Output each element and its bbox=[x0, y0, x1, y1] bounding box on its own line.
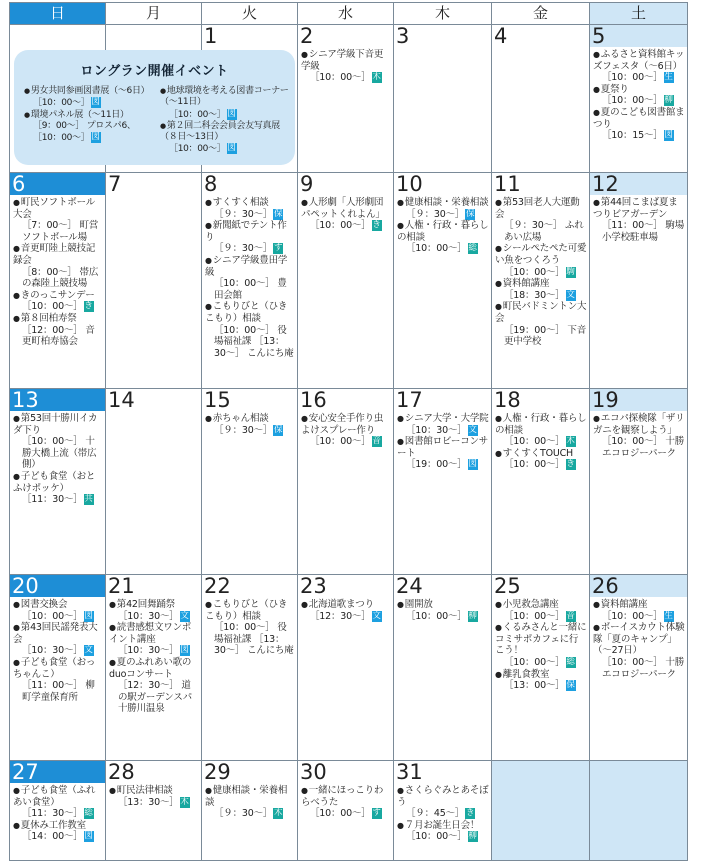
weekday-sun: 日 bbox=[10, 3, 106, 25]
day-cell bbox=[492, 389, 590, 575]
event-title: ● エコパ探検隊「ザリガニを観察しよう」 bbox=[593, 413, 685, 436]
event-time: ［10：00～］ 十勝エコロジーパーク bbox=[602, 656, 684, 680]
day-number: 1 bbox=[204, 24, 218, 48]
event-title: ● きのっこサンデー bbox=[13, 290, 103, 302]
weekday-tue: 火 bbox=[202, 3, 298, 25]
event-title: ● 健康相談・栄養相談 bbox=[205, 785, 295, 808]
event-time: ［10：00～］ 柳 bbox=[602, 95, 673, 107]
long-run-time: ［10：00～］ 図 bbox=[33, 97, 100, 109]
day-number: 12 bbox=[590, 173, 687, 195]
venue-tag: 柳 bbox=[664, 95, 673, 106]
event-time: ［13：30～］ 木 bbox=[118, 796, 189, 808]
day-cell bbox=[590, 575, 688, 761]
event-time: ［11：30～］ 共 bbox=[22, 494, 93, 506]
day-cell bbox=[394, 389, 492, 575]
day-number: 4 bbox=[494, 24, 508, 48]
day-cell bbox=[10, 389, 106, 575]
event-title: ● シニア大学・大学院 bbox=[397, 413, 489, 425]
event-time: ［10：30～］ 文 bbox=[22, 645, 93, 657]
day-number: 21 bbox=[108, 574, 135, 598]
event-time: ［14：00～］ 図 bbox=[22, 831, 93, 843]
event-time: ［10：00～］ き bbox=[310, 220, 381, 232]
day-cell bbox=[106, 173, 202, 389]
day-cell bbox=[492, 173, 590, 389]
event-time: ［10：00～］ 駒 bbox=[504, 266, 575, 278]
event-title: ● 第42回舞踊祭 bbox=[109, 599, 199, 611]
venue-tag: 総 bbox=[84, 808, 93, 819]
venue-tag: 文 bbox=[468, 424, 477, 435]
day-number: 6 bbox=[10, 173, 105, 195]
venue-tag: 保 bbox=[274, 208, 283, 219]
day-number: 26 bbox=[590, 575, 687, 597]
day-number: 14 bbox=[108, 388, 135, 412]
event-time: ［10：00～］ 木 bbox=[504, 436, 575, 448]
venue-tag: 図 bbox=[227, 143, 236, 154]
day-number: 7 bbox=[108, 172, 122, 196]
day-cell bbox=[298, 389, 394, 575]
event-time: ［10：00～］ き bbox=[22, 301, 93, 313]
event-time: ［12：30～］ 道の駅ガーデンスパ十勝川温泉 bbox=[118, 680, 192, 715]
event-time: ［10：00～］ 柳 bbox=[406, 610, 477, 622]
event-title: ● シニア学級豊田学級 bbox=[205, 255, 295, 278]
event-time: ［10：00～］ 柳 bbox=[406, 831, 477, 843]
event-list bbox=[106, 25, 201, 27]
event-title: ● 安心安全手作り虫よけスプレー作り bbox=[301, 413, 391, 436]
event-list bbox=[106, 597, 201, 715]
event-title: ● 第53回十勝川イカダ下り bbox=[13, 413, 103, 436]
day-number: 15 bbox=[204, 388, 231, 412]
event-list bbox=[394, 597, 491, 622]
event-list bbox=[298, 783, 393, 820]
event-list bbox=[106, 783, 201, 808]
event-list bbox=[590, 761, 687, 763]
event-title: ● 夏のふれあい歌のduoコンサート bbox=[109, 657, 199, 680]
day-cell bbox=[106, 761, 202, 861]
event-time: ［18：30～］ 文 bbox=[504, 289, 575, 301]
event-list bbox=[590, 195, 687, 243]
event-title: ● 新聞紙でテント作り bbox=[205, 220, 295, 243]
event-title: ● すくすくTOUCH bbox=[495, 448, 587, 460]
venue-tag: 総 bbox=[468, 243, 477, 254]
event-list bbox=[590, 597, 687, 680]
event-title: ● 健康相談・栄養相談 bbox=[397, 197, 489, 209]
venue-tag: 図 bbox=[468, 459, 477, 470]
event-title: ● ７月お誕生日会！ bbox=[397, 820, 489, 832]
day-number: 17 bbox=[396, 388, 423, 412]
event-title: ● 離乳食教室 bbox=[495, 669, 587, 681]
event-title: ● 第53回老人大運動会 bbox=[495, 197, 587, 220]
event-title: ● 夏休み工作教室 bbox=[13, 820, 103, 832]
day-cell bbox=[590, 761, 688, 861]
event-time: ［10：00～］ 音 bbox=[504, 610, 575, 622]
event-list bbox=[10, 597, 105, 703]
event-title: ● 一緒にほっこりわらべうた bbox=[301, 785, 391, 808]
event-time: ［９：30～］ 保 bbox=[406, 208, 475, 220]
event-list bbox=[10, 783, 105, 843]
event-time: ［11：30～］ 総 bbox=[22, 808, 93, 820]
venue-tag: す bbox=[372, 808, 381, 819]
event-time: ［10：30～］ 文 bbox=[406, 424, 477, 436]
long-run-time: ［10：00～］ 図 bbox=[169, 143, 236, 155]
day-cell bbox=[106, 575, 202, 761]
day-number: 11 bbox=[494, 172, 521, 196]
week-row-3 bbox=[10, 389, 688, 575]
event-time: ［10：00～］ 豊田会館 bbox=[214, 278, 287, 301]
venue-tag: 図 bbox=[227, 108, 236, 119]
week-row-5 bbox=[10, 761, 688, 861]
venue-tag: す bbox=[274, 243, 283, 254]
venue-tag: 柳 bbox=[468, 610, 477, 621]
event-time: ［10：00～］ 役場福祉課 ［13：30～］ こんにち庵 bbox=[214, 622, 294, 657]
day-cell bbox=[492, 25, 590, 173]
day-number: 5 bbox=[590, 25, 687, 47]
event-list bbox=[298, 47, 393, 84]
day-number: 10 bbox=[396, 172, 423, 196]
day-number: 28 bbox=[108, 760, 135, 784]
event-title: ● 子ども食堂（ふれあい食堂） bbox=[13, 785, 103, 808]
event-time: ［11：00～］ 柳町学童保育所 bbox=[22, 680, 95, 703]
day-cell bbox=[202, 173, 298, 389]
event-title: ● 小児救急講座 bbox=[495, 599, 587, 611]
event-time: ［12：30～］ 文 bbox=[310, 610, 381, 622]
venue-tag: 文 bbox=[180, 610, 189, 621]
day-number: 29 bbox=[204, 760, 231, 784]
venue-tag: 木 bbox=[274, 808, 283, 819]
day-cell bbox=[298, 761, 394, 861]
venue-tag: 音 bbox=[372, 436, 381, 447]
event-list bbox=[492, 411, 589, 471]
event-title: ● 図書館ロビーコンサート bbox=[397, 436, 489, 459]
venue-tag: き bbox=[566, 459, 575, 470]
event-time: ［7：00～］ 町営ソフトボール場 bbox=[22, 220, 99, 243]
event-time: ［９：30～］ す bbox=[214, 243, 283, 255]
day-cell bbox=[202, 575, 298, 761]
event-list bbox=[394, 195, 491, 255]
event-time: ［10：00～］ き bbox=[504, 459, 575, 471]
day-number: 24 bbox=[396, 574, 423, 598]
venue-tag: 図 bbox=[84, 831, 93, 842]
event-title: ● 町民ソフトボール大会 bbox=[13, 197, 103, 220]
event-time: ［10：00～］ す bbox=[310, 808, 381, 820]
long-run-title: ● 第２回二科会会員会友写真展（８日～13日） bbox=[160, 121, 292, 144]
event-time: ［９：30～］ ふれあい広場 bbox=[504, 220, 584, 243]
event-title: ● 夏のこども図書館まつり bbox=[593, 107, 685, 130]
event-time: ［10：00～］ 生 bbox=[602, 610, 673, 622]
weekday-fri: 金 bbox=[492, 3, 590, 25]
event-list bbox=[492, 597, 589, 692]
event-list bbox=[202, 195, 297, 359]
event-time: ［10：00～］ 音 bbox=[310, 436, 381, 448]
day-number: 18 bbox=[494, 388, 521, 412]
event-list bbox=[492, 761, 589, 763]
event-list bbox=[298, 195, 393, 232]
day-cell bbox=[298, 173, 394, 389]
venue-tag: 文 bbox=[372, 610, 381, 621]
venue-tag: 駒 bbox=[566, 266, 575, 277]
event-time: ［10：30～］ 文 bbox=[118, 610, 189, 622]
venue-tag: 図 bbox=[91, 97, 100, 108]
event-time: ［10：00～］ 十勝大橋上流（帯広側） bbox=[22, 436, 97, 471]
event-title: ● くるみさんと一緒にコミサポカフェに行こう！ bbox=[495, 622, 587, 657]
day-cell bbox=[394, 761, 492, 861]
day-number: 8 bbox=[204, 172, 218, 196]
venue-tag: 木 bbox=[566, 436, 575, 447]
venue-tag: 保 bbox=[274, 424, 283, 435]
event-list bbox=[10, 411, 105, 506]
day-number: 27 bbox=[10, 761, 105, 783]
event-time: ［13：00～］ 保 bbox=[504, 680, 575, 692]
event-title: ● 夏祭り bbox=[593, 84, 685, 96]
event-time: ［10：00～］ 総 bbox=[504, 656, 575, 668]
venue-tag: き bbox=[372, 220, 381, 231]
event-title: ● 園開放 bbox=[397, 599, 489, 611]
day-number: 9 bbox=[300, 172, 314, 196]
event-list bbox=[10, 25, 105, 27]
event-time: ［10：15～］ 図 bbox=[602, 130, 673, 142]
day-cell bbox=[394, 575, 492, 761]
day-number: 22 bbox=[204, 574, 231, 598]
venue-tag: 音 bbox=[566, 610, 575, 621]
long-run-column-2 bbox=[160, 86, 292, 156]
event-title: ● 赤ちゃん相談 bbox=[205, 413, 295, 425]
event-title: ● 町民バドミントン大会 bbox=[495, 301, 587, 324]
event-title: ● 資料館講座 bbox=[593, 599, 685, 611]
venue-tag: 図 bbox=[91, 132, 100, 143]
event-title: ● 子ども食堂（おとふけポッケ） bbox=[13, 471, 103, 494]
event-time: ［10：00～］ 木 bbox=[310, 72, 381, 84]
weekday-mon: 月 bbox=[106, 3, 202, 25]
event-list bbox=[394, 411, 491, 471]
venue-tag: 共 bbox=[84, 494, 93, 505]
long-run-heading: ロングラン開催イベント bbox=[80, 64, 229, 79]
event-title: ● 図書交換会 bbox=[13, 599, 103, 611]
event-title: ● シニア学級下音更学級 bbox=[301, 49, 391, 72]
weekday-header-row bbox=[10, 3, 688, 25]
event-list bbox=[298, 597, 393, 622]
long-run-events-box bbox=[14, 50, 295, 165]
event-title: ● 音更町陸上競技記録会 bbox=[13, 243, 103, 266]
event-list bbox=[202, 597, 297, 657]
event-title: ● シールぺたぺた可愛い魚をつくろう bbox=[495, 243, 587, 266]
event-list bbox=[492, 195, 589, 348]
event-title: ● すくすく相談 bbox=[205, 197, 295, 209]
day-cell bbox=[298, 25, 394, 173]
event-time: ［12：00～］ 音更町柏寿協会 bbox=[22, 324, 95, 348]
event-time: ［10：00～］ 生 bbox=[602, 72, 673, 84]
day-number: 30 bbox=[300, 760, 327, 784]
event-title: ● 資料館講座 bbox=[495, 278, 587, 290]
day-cell bbox=[590, 173, 688, 389]
day-cell bbox=[10, 761, 106, 861]
week-row-2 bbox=[10, 173, 688, 389]
venue-tag: 総 bbox=[566, 656, 575, 667]
day-number: 13 bbox=[10, 389, 105, 411]
week-row-4 bbox=[10, 575, 688, 761]
day-number: 23 bbox=[300, 574, 327, 598]
event-time: ［９：30～］ 木 bbox=[214, 808, 283, 820]
weekday-wed: 水 bbox=[298, 3, 394, 25]
day-cell bbox=[10, 173, 106, 389]
venue-tag: 生 bbox=[664, 72, 673, 83]
day-cell bbox=[202, 389, 298, 575]
event-time: ［11：00～］ 駒場小学校駐車場 bbox=[602, 220, 684, 243]
venue-tag: 保 bbox=[466, 208, 475, 219]
event-time: ［９：30～］ 保 bbox=[214, 424, 283, 436]
long-run-time: ［9：00～］ プロスパ6、［10：00～］ 図 bbox=[33, 120, 136, 144]
venue-tag: 図 bbox=[180, 645, 189, 656]
event-time: ［19：00～］ 図 bbox=[406, 459, 477, 471]
event-title: ● 町民法律相談 bbox=[109, 785, 199, 797]
day-cell bbox=[492, 575, 590, 761]
event-list bbox=[590, 47, 687, 142]
day-number: 31 bbox=[396, 760, 423, 784]
event-time: ［９：45～］ き bbox=[406, 808, 475, 820]
venue-tag: 文 bbox=[84, 645, 93, 656]
day-number: 25 bbox=[494, 574, 521, 598]
event-title: ● 人権・行政・暮らしの相談 bbox=[495, 413, 587, 436]
venue-tag: 文 bbox=[566, 289, 575, 300]
event-title: ● こもりびと（ひきこもり）相談 bbox=[205, 301, 295, 324]
venue-tag: 木 bbox=[372, 72, 381, 83]
event-title: ● 北海道歌まつり bbox=[301, 599, 391, 611]
day-cell bbox=[10, 575, 106, 761]
long-run-title: ● 地球環境を考える図書コーナー（～11日） bbox=[160, 86, 292, 109]
venue-tag: き bbox=[84, 301, 93, 312]
venue-tag: 保 bbox=[566, 680, 575, 691]
long-run-title: ● 環境パネル展（～11日） bbox=[24, 110, 156, 121]
event-time: ［10：00～］ 総 bbox=[406, 243, 477, 255]
venue-tag: き bbox=[466, 808, 475, 819]
event-title: ● さくらぐみとあそぼう bbox=[397, 785, 489, 808]
day-number: 2 bbox=[300, 24, 314, 48]
day-cell bbox=[590, 25, 688, 173]
event-time: ［19：00～］ 下音更中学校 bbox=[504, 324, 586, 348]
long-run-title: ● 男女共同参画図書展（～6日） bbox=[24, 86, 156, 97]
event-time: ［10：30～］ 図 bbox=[118, 645, 189, 657]
day-cell bbox=[298, 575, 394, 761]
event-time: ［９：30～］ 保 bbox=[214, 208, 283, 220]
event-title: ● 第43回民謡発表大会 bbox=[13, 622, 103, 645]
long-run-column-1 bbox=[24, 86, 156, 144]
venue-tag: 図 bbox=[664, 130, 673, 141]
day-cell bbox=[202, 761, 298, 861]
day-cell bbox=[492, 761, 590, 861]
event-list bbox=[298, 411, 393, 448]
event-title: ● こもりびと（ひきこもり）相談 bbox=[205, 599, 295, 622]
venue-tag: 図 bbox=[84, 610, 93, 621]
event-title: ● 人形劇「人形劇団パペットくれよん」 bbox=[301, 197, 391, 220]
event-title: ● 人権・行政・暮らしの相談 bbox=[397, 220, 489, 243]
venue-tag: 生 bbox=[664, 610, 673, 621]
event-list bbox=[10, 195, 105, 348]
event-title: ● ボーイスカウト体験隊「夏のキャンプ」（～27日） bbox=[593, 622, 685, 657]
weekday-thu: 木 bbox=[394, 3, 492, 25]
event-time: ［8：00～］ 帯広の森陸上競技場 bbox=[22, 266, 99, 290]
event-title: ● ふるさと資料館キッズフェスタ（～6日） bbox=[593, 49, 685, 72]
day-cell bbox=[394, 25, 492, 173]
event-list bbox=[202, 411, 297, 436]
day-cell bbox=[590, 389, 688, 575]
event-title: ● 子ども食堂（おっちゃんこ） bbox=[13, 657, 103, 680]
venue-tag: 柳 bbox=[468, 831, 477, 842]
event-time: ［10：00～］ 役場福祉課 ［13：30～］ こんにち庵 bbox=[214, 324, 294, 359]
event-time: ［10：00～］ 図 bbox=[22, 610, 93, 622]
day-number: 16 bbox=[300, 388, 327, 412]
event-title: ● 第８回柏寿祭 bbox=[13, 313, 103, 325]
event-time: ［10：00～］ 十勝エコロジーパーク bbox=[602, 436, 684, 459]
event-list bbox=[394, 783, 491, 843]
long-run-time: ［10：00～］ 図 bbox=[169, 108, 236, 120]
day-number: 3 bbox=[396, 24, 410, 48]
day-number: 20 bbox=[10, 575, 105, 597]
event-title: ● 第44回こまば夏まつりビアガーデン bbox=[593, 197, 685, 220]
weekday-sat: 土 bbox=[590, 3, 688, 25]
event-list bbox=[202, 783, 297, 820]
day-number: 19 bbox=[590, 389, 687, 411]
day-cell bbox=[106, 389, 202, 575]
event-title: ● 読書感想文ワンポイント講座 bbox=[109, 622, 199, 645]
venue-tag: 木 bbox=[180, 796, 189, 807]
day-cell bbox=[394, 173, 492, 389]
event-list bbox=[590, 411, 687, 459]
